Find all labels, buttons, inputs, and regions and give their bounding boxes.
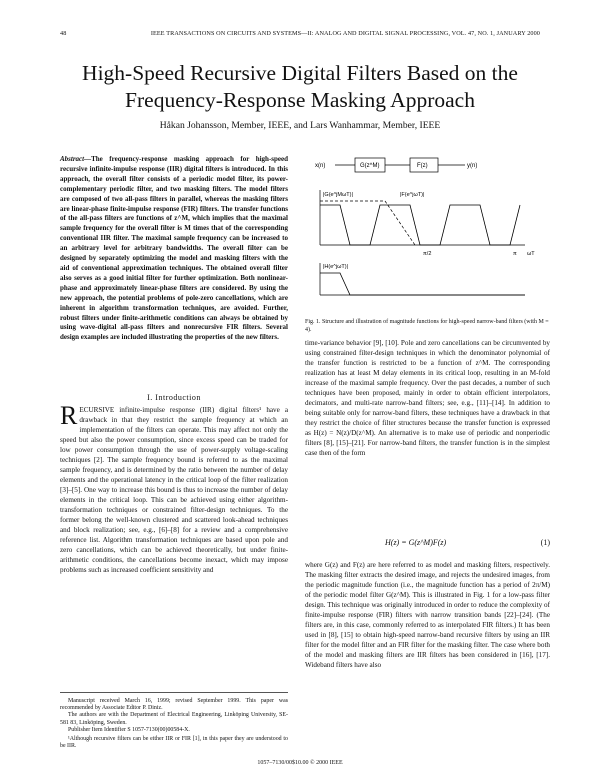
paper-title <box>0 60 600 114</box>
abstract <box>60 155 288 343</box>
footnote-1: ¹Although recursive filters can be either IIR or FIR [1], in this paper they are understood to be IIR. <box>60 736 288 750</box>
fig-axis-label: ωT <box>527 251 535 257</box>
fig-input-label: x(n) <box>315 163 326 169</box>
footnote-manuscript: Manuscript received March 16, 1999; revised September 1999. This paper was recommended by Associate Editor P. Diniz. <box>60 698 288 712</box>
fig-overall-response <box>320 273 525 295</box>
equation-number: (1) <box>540 538 550 547</box>
drop-cap: R <box>60 401 78 430</box>
right-column-para-2: where G(z) and F(z) are here referred to as model and masking filters, respectively. The masking filter extracts the desired image, and rejects the undesired images, from the periodic magnitude function (i.e., the magnitude function has a period of 2π/M) of the periodic model filter G(z^M). This is illustrated in Fig. 1 for a low-pass filter design. This technique was originally introduced in order to reduce the complexity of finite-impulse response (FIR) filters with narrow transition bands [22]–[24]. (The filters are, in this case, commonly referred to as interpolated FIR filters.) It has been used in [8], [15] to obtain high-speed narrow-band recursive filters by using an IIR filter for the model filter and an FIR filter for the masking filter. The case where both of the model and masking filters are IIR filters has been considered in [16], [17]. Wideband filters have also <box>305 561 550 669</box>
abstract-label: Abstract— <box>60 155 92 163</box>
figure-caption: Fig. 1. Structure and illustration of magnitude functions for high-speed narrow-band filters (with M = 4). <box>305 319 549 333</box>
fig-tick-pi-half: π/2 <box>423 251 432 257</box>
intro-text: ECURSIVE infinite-impulse response (IIR) digital filters¹ have a drawback in that they restrict the sample frequency at which an implementation of the filters can operate. This may affect not only the speed but also the power consumption, since excess speed can be traded for low power consumption through the use of power-supply voltage-scaling techniques [2]. The sample frequency bound is referred to as the maximal sample frequency, and is determined by the ratio between the number of delay elements and the operational latency in the critical loop of the filter realization [3]–[5]. One way to increase this bound is thus to increase the number of delay elements in the critical loop. This can be achieved using either algorithm-transformation techniques or constrained filter-design techniques. To the former belong the well-known clustered and scattered look-ahead techniques and block realization; see, e.g., [6]–[8] for a review and a comprehensive reference list. Algorithm transformation techniques are based upon pole and zero cancellations, which can be achieved theoretically, but under finite-arithmetic conditions, the cancellations become inexact, which may impose problems such as increased coefficient sensitivity and <box>60 406 288 574</box>
section-heading: I. Introduction <box>147 393 201 402</box>
intro-paragraph <box>60 401 288 575</box>
title-line-2: Frequency-Response Masking Approach <box>125 88 475 112</box>
copyright-line: 1057–7130/00$10.00 © 2000 IEEE <box>257 760 343 766</box>
equation-body: H(z) = G(z^M)F(z) <box>385 538 447 547</box>
fig-masking-response <box>320 201 415 245</box>
fig-output-label: y(n) <box>467 163 478 169</box>
fig-tick-pi: π <box>513 251 517 257</box>
page-number: 48 <box>60 30 67 37</box>
fig-curve-f-label: |F(e^jωT)| <box>400 192 425 198</box>
fig-block-g-label: G(z^M) <box>360 163 380 169</box>
right-column-para-1: time-variance behavior [9], [10]. Pole and zero cancellations can be circumvented by using constrained filter-design techniques in which the denominator polynomial of the transfer function is restricted to be a function of z^M. The corresponding realization has at least M delay elements in its critical loop, resulting in an M-fold increase of the maximal sample frequency. Over the past decades, a number of such techniques have been proposed, mainly in order to obtain efficient interpolators, decimators, and multi-rate narrow-band filters; see, e.g., [11]–[14]. In addition to being suitable only for narrow-band filters, these techniques have a drawback in that they restrict the choice of filter structures because the transfer function is expressed as H(z) = N(z)/D(z^M). An alternative is to make use of periodic and nonperiodic filters [8], [15]–[21]. For narrow-band filters, the transfer function is in the simplest case then of the form <box>305 339 550 457</box>
figure-1 <box>305 155 550 300</box>
footnotes <box>60 698 288 750</box>
title-line-1: High-Speed Recursive Digital Filters Based on the <box>82 61 518 85</box>
footnote-publisher-id: Publisher Item Identifier S 1057-7130(00)00584-X. <box>68 726 190 733</box>
fig-curve-h-label: |H(e^jωT)| <box>323 264 349 270</box>
abstract-text: The frequency-response masking approach for high-speed recursive infinite-impulse response (IIR) digital filters is introduced. In this approach, the overall filter consists of a periodic model filter, its power-complementary periodic filter, and two masking filters. The model filters are composed of two all-pass filters in parallel, whereas the masking filters are linear-phase finite-impulse response (FIR) filters. The transfer functions of the all-pass filters are functions of z^M, which implies that the maximal sample frequency for the overall filter is M times that of the corresponding conventional IIR filter. The maximal sample frequency can be increased to an arbitrary level for arbitrary bandwidths. The overall filter can be designed by separately optimizing the model and masking filters with the aid of conventional approximation techniques. The obtained overall filter also serves as a good initial filter for further optimization. Both nonlinear-phase and approximately linear-phase filters are considered. By using the new approach, the potential problems of pole-zero cancellations, which are inherent in algorithm transformation techniques, are avoided. Further, robust filters under finite-arithmetic conditions can always be obtained by using wave-digital all-pass filters and nonrecursive FIR filters. Several design examples are included illustrating the properties of the new filters. <box>60 155 288 342</box>
fig-block-f-label: F(z) <box>417 163 428 169</box>
fig-curve-g-label: |G(e^jMωT)| <box>323 192 353 198</box>
fig-periodic-response <box>320 205 520 245</box>
footnote-affiliation: The authors are with the Department of Electrical Engineering, Linköping University, SE-581 83, Linköping, Sweden. <box>60 712 288 726</box>
footnote-divider <box>60 692 288 693</box>
authors: Håkan Johansson, Member, IEEE, and Lars Wanhammar, Member, IEEE <box>159 120 441 131</box>
running-header: IEEE TRANSACTIONS ON CIRCUITS AND SYSTEMS—II: ANALOG AND DIGITAL SIGNAL PROCESSING, VOL. 47, NO. 1, JANUARY 2000 <box>150 30 540 37</box>
